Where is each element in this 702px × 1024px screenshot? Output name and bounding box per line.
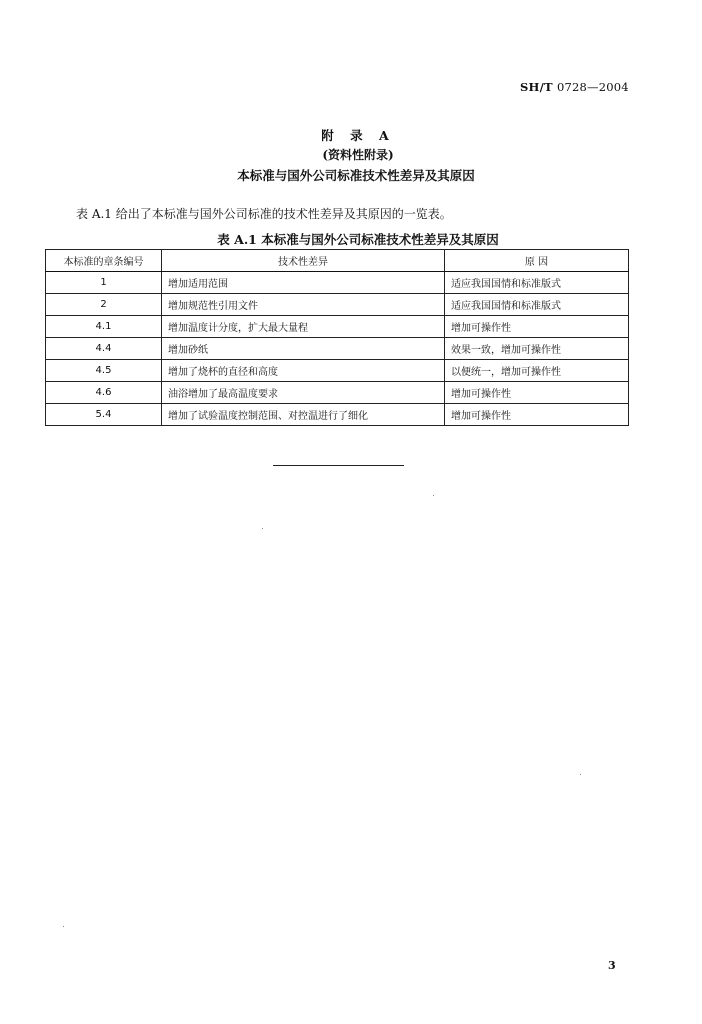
table-row — [46, 404, 629, 426]
differences-table — [45, 249, 629, 426]
table-row — [46, 294, 629, 316]
table-row — [46, 382, 629, 404]
cell-reason: 以便统一，增加可操作性 — [445, 360, 629, 382]
cell-clause: 4.1 — [46, 316, 162, 338]
appendix-type: (资料性附录) — [322, 148, 394, 162]
header-difference: 技术性差异 — [162, 250, 445, 272]
cell-clause: 4.4 — [46, 338, 162, 360]
appendix-heading: 本标准与国外公司标准技术性差异及其原因 — [237, 168, 475, 183]
cell-reason: 增加可操作性 — [445, 382, 629, 404]
scan-speck — [63, 926, 64, 927]
table-row — [46, 360, 629, 382]
table-row — [46, 272, 629, 294]
end-rule-divider — [273, 465, 404, 466]
cell-reason: 效果一致，增加可操作性 — [445, 338, 629, 360]
header-clause: 本标准的章条编号 — [46, 250, 162, 272]
cell-clause: 2 — [46, 294, 162, 316]
cell-clause: 1 — [46, 272, 162, 294]
page-number: 3 — [608, 959, 616, 972]
standard-code — [520, 80, 629, 94]
cell-difference: 增加了试验温度控制范围、对控温进行了细化 — [162, 404, 445, 426]
cell-difference: 增加砂纸 — [162, 338, 445, 360]
cell-reason: 适应我国国情和标准版式 — [445, 272, 629, 294]
appendix-title: 附 录 A — [321, 128, 395, 143]
cell-difference: 增加了烧杯的直径和高度 — [162, 360, 445, 382]
cell-clause: 4.5 — [46, 360, 162, 382]
cell-reason: 增加可操作性 — [445, 316, 629, 338]
standard-code-number: 0728—2004 — [556, 80, 629, 94]
cell-difference: 增加适用范围 — [162, 272, 445, 294]
cell-difference: 增加温度计分度，扩大最大量程 — [162, 316, 445, 338]
scan-speck — [580, 774, 581, 775]
table-caption: 表 A.1 本标准与国外公司标准技术性差异及其原因 — [217, 232, 499, 247]
table-row — [46, 316, 629, 338]
scan-speck — [433, 495, 434, 496]
cell-clause: 5.4 — [46, 404, 162, 426]
scan-speck — [262, 528, 263, 529]
table-header-row — [46, 250, 629, 272]
intro-paragraph: 表 A.1 给出了本标准与国外公司标准的技术性差异及其原因的一览表。 — [76, 207, 452, 221]
cell-clause: 4.6 — [46, 382, 162, 404]
header-reason: 原 因 — [445, 250, 629, 272]
standard-code-prefix: SH/T — [520, 80, 553, 94]
cell-reason: 增加可操作性 — [445, 404, 629, 426]
cell-reason: 适应我国国情和标准版式 — [445, 294, 629, 316]
table-row — [46, 338, 629, 360]
cell-difference: 油浴增加了最高温度要求 — [162, 382, 445, 404]
cell-difference: 增加规范性引用文件 — [162, 294, 445, 316]
